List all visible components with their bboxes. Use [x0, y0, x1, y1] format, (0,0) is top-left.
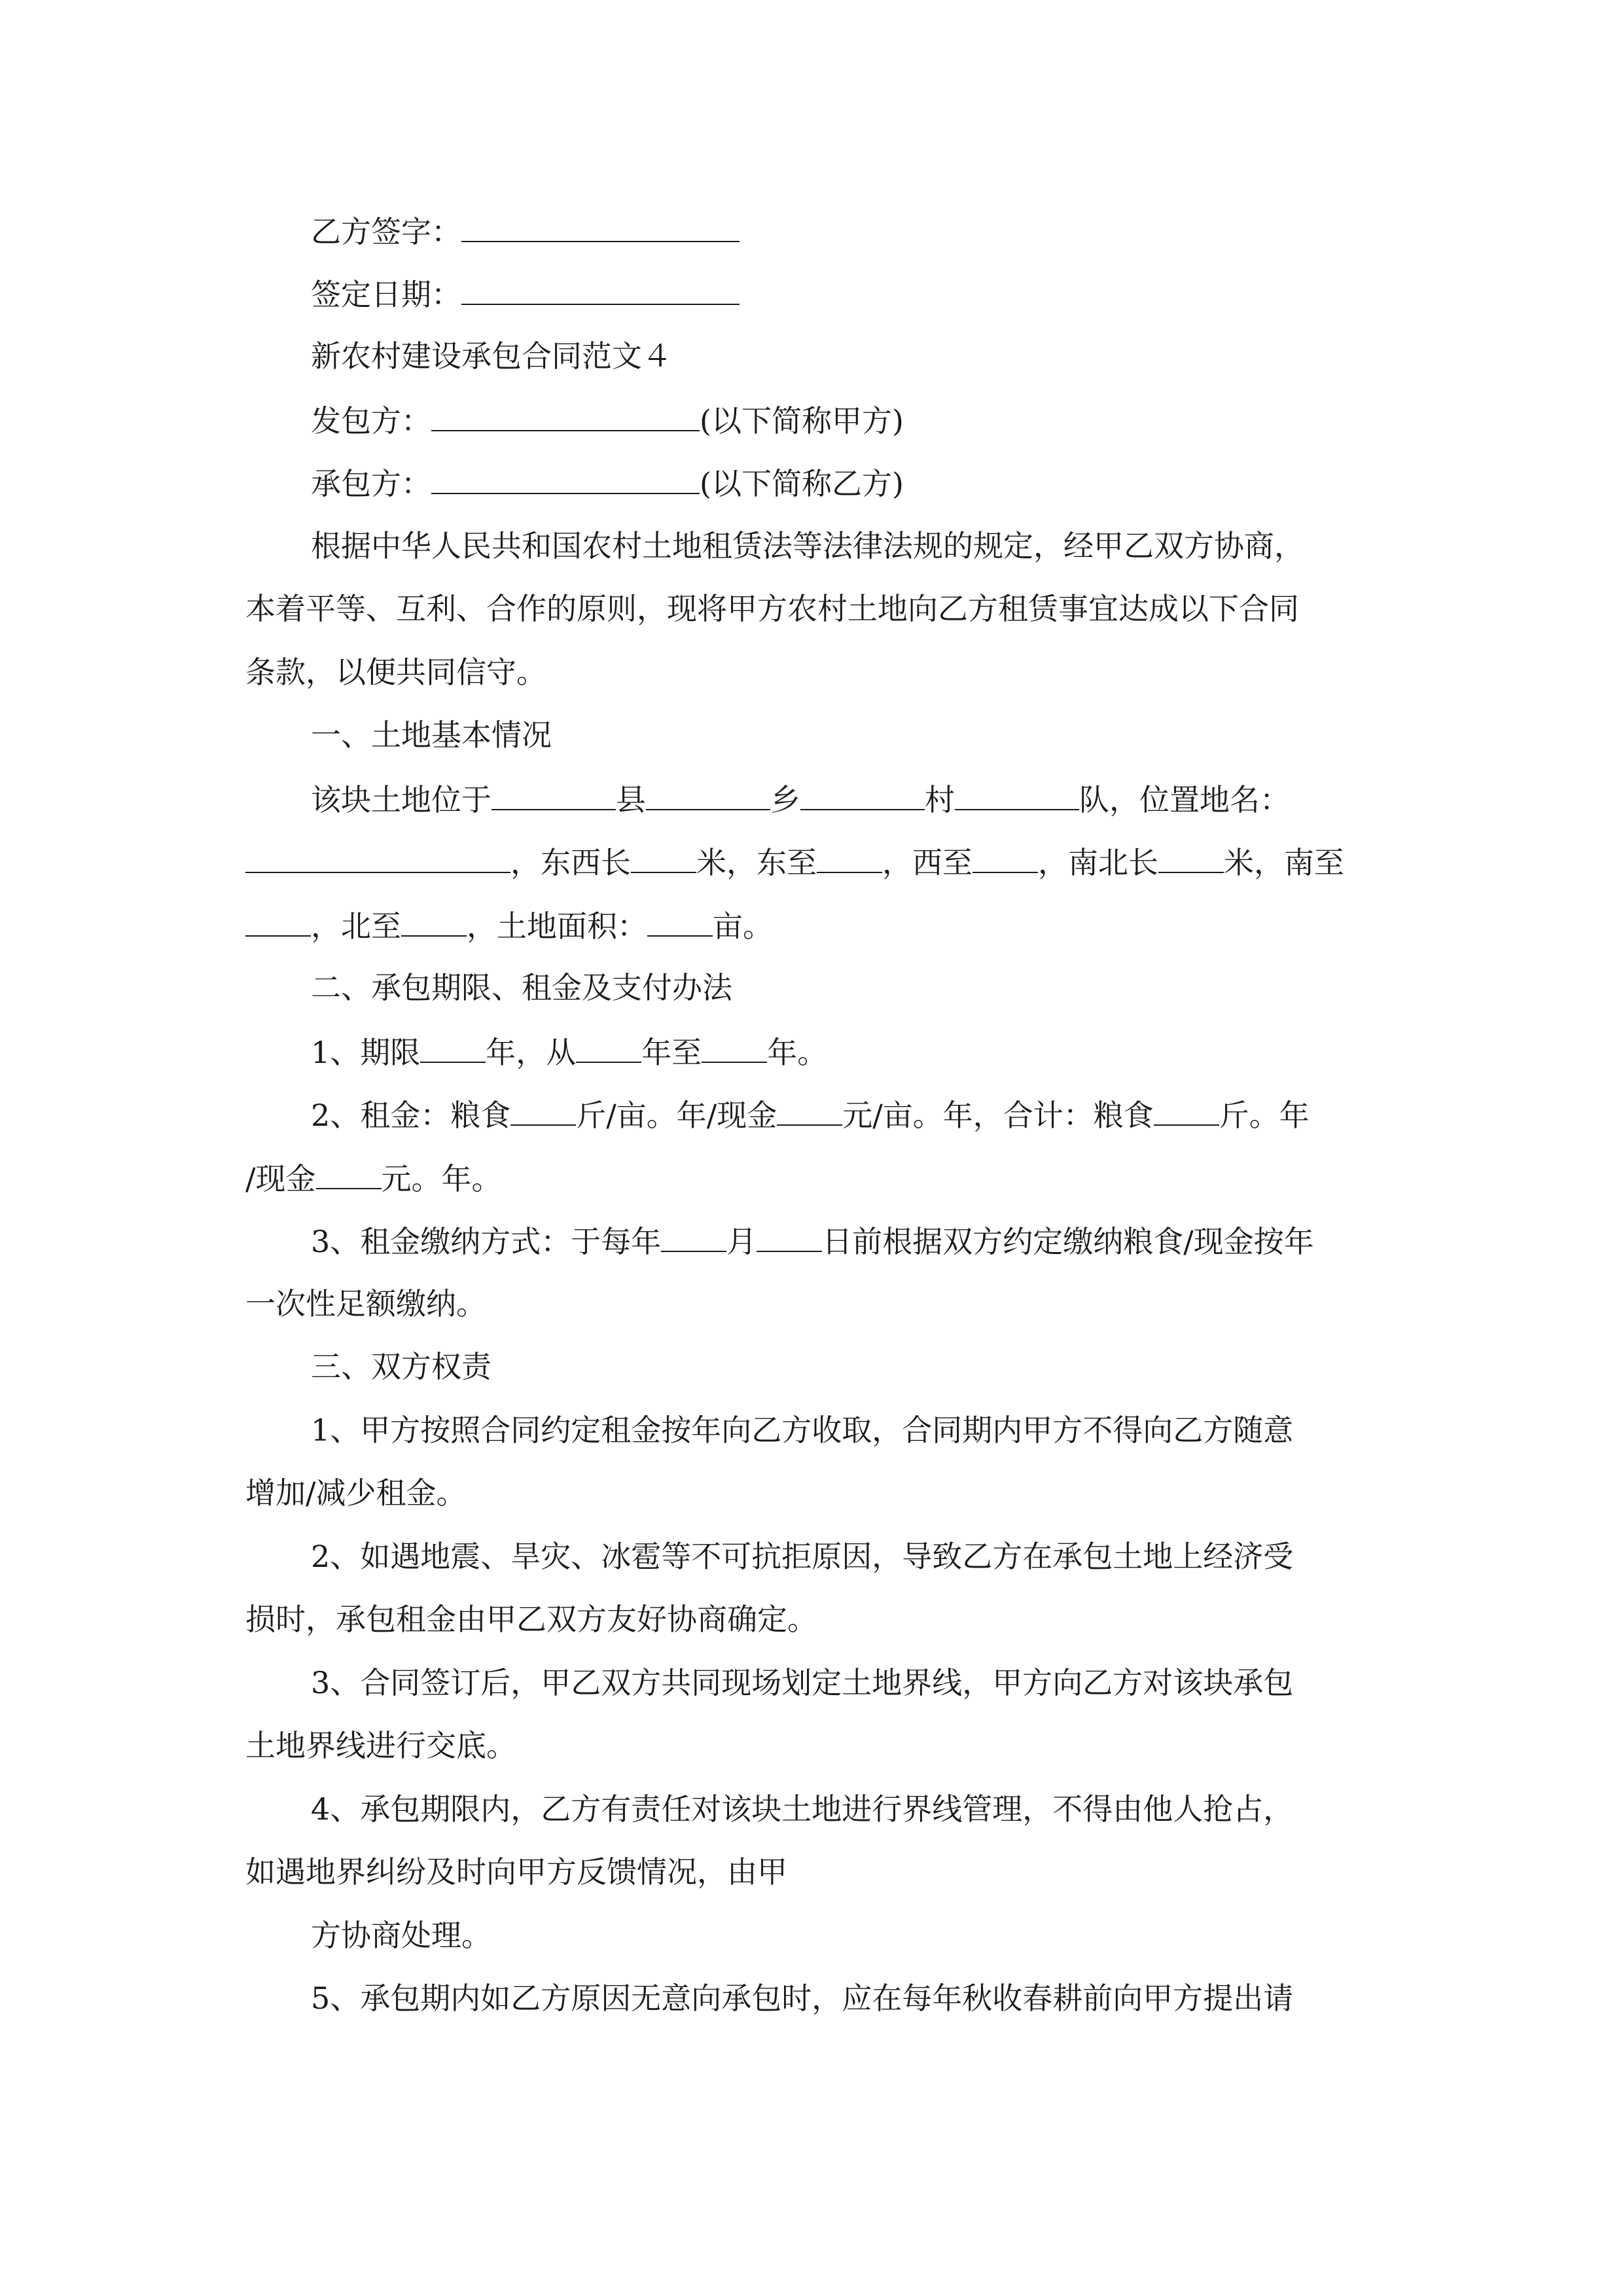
- text: ，西至: [882, 845, 972, 880]
- party-b-signature-label: 乙方签字：: [311, 214, 461, 249]
- section-1-heading: 一、土地基本情况: [311, 717, 552, 753]
- text: 年，从: [486, 1035, 577, 1070]
- contract-title: 新农村建设承包合同范文４: [311, 338, 672, 374]
- text: 年至: [641, 1035, 702, 1070]
- contractor-label: 发包方：: [311, 403, 431, 439]
- contractee-blank: [431, 463, 700, 494]
- intro-line-3: 条款，以便共同信守。: [245, 655, 546, 690]
- contractee-line: [311, 463, 1623, 502]
- south-blank: [245, 905, 311, 937]
- county-blank: [491, 779, 616, 810]
- rights-item-1-line-1: 1、甲方按照合同约定租金按年向乙方收取，合同期内甲方不得向乙方随意: [311, 1412, 1294, 1448]
- rights-item-4-line-3: 方协商处理。: [311, 1918, 491, 1953]
- text: ，土地面积：: [467, 908, 647, 944]
- rights-item-2-line-2: 损时，承包租金由甲乙双方友好协商确定。: [245, 1602, 817, 1637]
- contractor-suffix: (以下简称甲方): [700, 403, 904, 439]
- section-3-heading: 三、双方权责: [311, 1349, 491, 1384]
- term-line: [311, 1031, 1623, 1071]
- ns-length-blank: [1158, 842, 1224, 873]
- place-name-blank: [245, 842, 510, 873]
- rights-item-5-line-1: 5、承包期内如乙方原因无意向承包时，应在每年秋收春耕前向甲方提出请: [311, 1981, 1294, 2016]
- rights-item-3-line-1: 3、合同签订后，甲乙双方共同现场划定土地界线，甲方向乙方对该块承包: [311, 1665, 1294, 1700]
- text: 亩。: [713, 908, 773, 944]
- day-blank: [757, 1221, 822, 1252]
- rights-item-2-line-1: 2、如遇地震、旱灾、冰雹等不可抗拒原因，导致乙方在承包土地上经济受: [311, 1539, 1294, 1574]
- contractor-line: [311, 400, 1623, 439]
- text: /现金: [245, 1161, 316, 1196]
- intro-line-2: 本着平等、互利、合作的原则，现将甲方农村土地向乙方租赁事宜达成以下合同: [245, 591, 1299, 626]
- payment-line-1: [311, 1221, 1623, 1260]
- rights-item-4-line-2: 如遇地界纠纷及时向甲方反馈情况，由甲: [245, 1854, 787, 1890]
- rent-line-2: [245, 1158, 1378, 1197]
- grain-total-blank: [1154, 1094, 1219, 1126]
- text: ，北至: [311, 908, 401, 944]
- text: 2、租金：粮食: [311, 1098, 511, 1133]
- text: 乡: [770, 782, 800, 817]
- text: 米，东至: [696, 845, 817, 880]
- years-blank: [420, 1031, 486, 1063]
- intro-line-1: 根据中华人民共和国农村土地租赁法等法律法规的规定，经甲乙双方协商，: [311, 528, 1304, 564]
- text: ，东西长: [510, 845, 631, 880]
- east-blank: [817, 842, 882, 873]
- text: 元。年。: [381, 1161, 502, 1196]
- land-location-line: [311, 779, 1623, 818]
- text: 斤。年: [1219, 1098, 1310, 1133]
- contractor-blank: [431, 400, 700, 431]
- end-year-blank: [702, 1031, 767, 1063]
- north-blank: [401, 905, 467, 937]
- rent-line-1: [311, 1094, 1623, 1134]
- text: 该块土地位于: [311, 782, 491, 817]
- text: 月: [726, 1224, 757, 1259]
- grain-per-mu-blank: [510, 1094, 576, 1126]
- section-2-heading: 二、承包期限、租金及支付办法: [311, 970, 732, 1005]
- contractee-label: 承包方：: [311, 466, 431, 501]
- text: 米，南至: [1224, 845, 1344, 880]
- rights-item-4-line-1: 4、承包期限内，乙方有责任对该块土地进行界线管理，不得由他人抢占，: [311, 1791, 1294, 1827]
- text: 斤/亩。年/现金: [576, 1098, 777, 1133]
- west-blank: [972, 842, 1038, 873]
- team-blank: [955, 779, 1079, 810]
- party-b-signature-line: [311, 211, 1623, 250]
- date-blank: [461, 274, 740, 305]
- rights-item-1-line-2: 增加/减少租金。: [245, 1475, 467, 1511]
- start-year-blank: [576, 1031, 641, 1063]
- sign-date-line: [311, 274, 1623, 313]
- village-blank: [800, 779, 925, 810]
- cash-total-blank: [316, 1158, 382, 1189]
- land-dimensions-line: [245, 842, 1378, 881]
- text: 日前根据双方约定缴纳粮食/现金按年: [822, 1224, 1314, 1259]
- area-blank: [647, 905, 713, 937]
- text: 3、租金缴纳方式：于每年: [311, 1224, 662, 1259]
- ew-length-blank: [631, 842, 696, 873]
- rights-item-3-line-2: 土地界线进行交底。: [245, 1728, 516, 1763]
- text: 1、期限: [311, 1035, 421, 1070]
- payment-line-2: 一次性足额缴纳。: [245, 1286, 486, 1321]
- land-area-line: [245, 905, 1378, 944]
- cash-per-mu-blank: [777, 1094, 842, 1126]
- text: 年。: [767, 1035, 828, 1070]
- township-blank: [646, 779, 770, 810]
- contractee-suffix: (以下简称乙方): [700, 466, 904, 501]
- text: 村: [925, 782, 955, 817]
- text: 县: [616, 782, 646, 817]
- text: 元/亩。年，合计：粮食: [842, 1098, 1154, 1133]
- month-blank: [661, 1221, 726, 1252]
- text: ，南北长: [1038, 845, 1158, 880]
- text: 队，位置地名：: [1079, 782, 1290, 817]
- signature-blank: [461, 211, 740, 242]
- sign-date-label: 签定日期：: [311, 277, 461, 312]
